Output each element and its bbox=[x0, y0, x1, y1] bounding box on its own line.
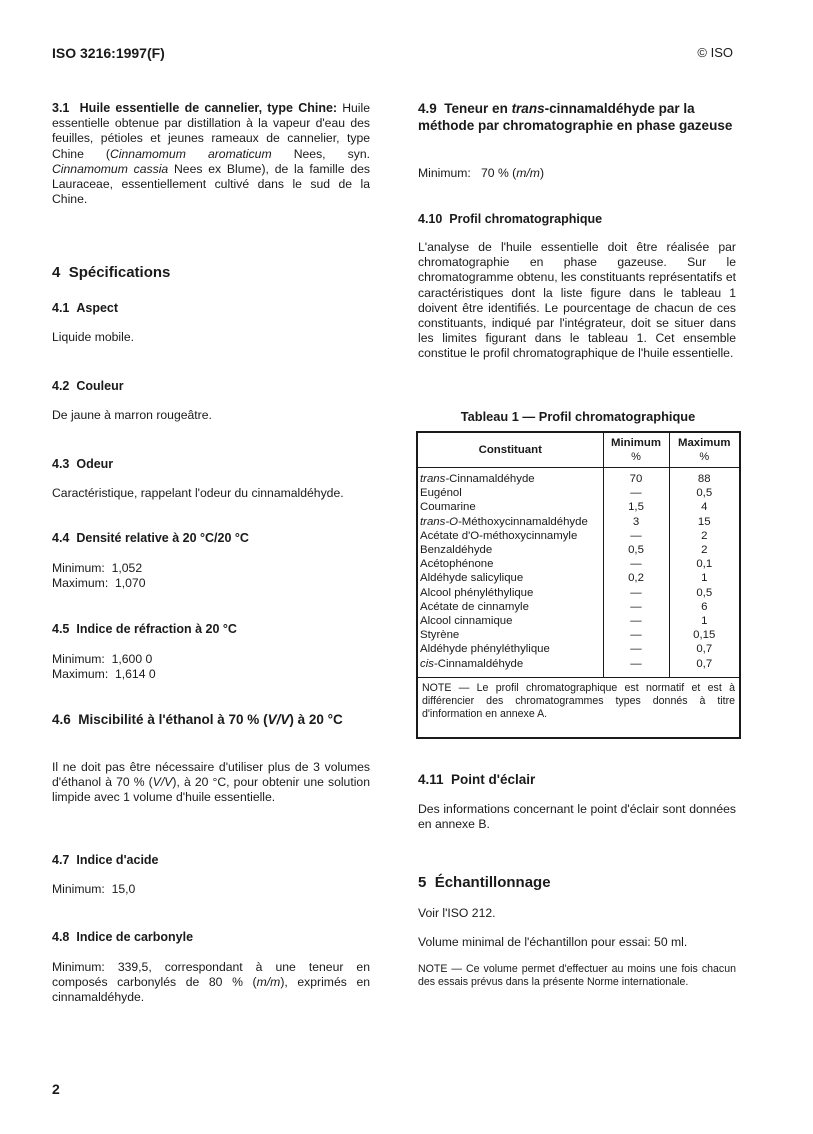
section-4-7-values: Minimum: 15,0 bbox=[52, 882, 136, 896]
section-5-text-2: Volume minimal de l'échantillon pour essai: 50 ml. bbox=[418, 935, 688, 949]
section-4-5-heading: 4.5 Indice de réfraction à 20 °C bbox=[52, 622, 237, 636]
table-row: trans-Cinnamaldéhyde 70 88 bbox=[418, 472, 739, 486]
min-value: 1,600 0 bbox=[111, 652, 153, 666]
table-row: Benzaldéhyde 0,5 2 bbox=[418, 543, 739, 557]
latin-name: Cinnamomum aromaticum bbox=[110, 146, 272, 161]
header-minimum: Minimum % bbox=[603, 433, 669, 467]
section-4-2-text: De jaune à marron rougeâtre. bbox=[52, 408, 212, 422]
section-4-6-text: Il ne doit pas être nécessaire d'utiliser plus de 3 volumes d'éthanol à 70 % (V/V), à 20 °C, pour obtenir une solution limpide avec 1 volume d'huile essentielle. bbox=[52, 760, 370, 805]
section-4-3-heading: 4.3 Odeur bbox=[52, 457, 114, 471]
table-row: Alcool phényléthylique — 0,5 bbox=[418, 586, 739, 600]
section-4-1-heading: 4.1 Aspect bbox=[52, 301, 119, 315]
profile-table bbox=[418, 433, 739, 677]
section-4-4-heading: 4.4 Densité relative à 20 °C/20 °C bbox=[52, 531, 249, 545]
table-row: Coumarine 1,5 4 bbox=[418, 500, 739, 514]
table-row: Alcool cinnamique — 1 bbox=[418, 614, 739, 628]
min-value: 70 % ( bbox=[481, 166, 517, 180]
section-4-10-text: L'analyse de l'huile essentielle doit être réalisée par chromatographie en phase gazeuse. Sur le chromatogramme obtenu, les constituants représentatifs et caractéristiques dont la liste figure dans le tableau 1 doivent être identifiés. Le pourcentage de chacun de ces constituants, indiqué par l'intégrateur, doit se situer dans les limites figurant dans le tableau 1. Cet ensemble constitue le profil chromatographique de l'huile essentielle. bbox=[418, 240, 736, 361]
section-title: Huile essentielle de cannelier, type Chine: bbox=[79, 101, 338, 115]
section-4-9-values: Minimum: 70 % (m/m) bbox=[418, 166, 544, 180]
section-4-7-heading: 4.7 Indice d'acide bbox=[52, 853, 159, 867]
table-row: cis-Cinnamaldéhyde — 0,7 bbox=[418, 657, 739, 671]
table-row: Aldéhyde salicylique 0,2 1 bbox=[418, 571, 739, 585]
table-frame bbox=[416, 431, 741, 739]
header-copyright: © ISO bbox=[697, 45, 733, 60]
section-4-11-heading: 4.11 Point d'éclair bbox=[418, 772, 536, 787]
section-4-1-text: Liquide mobile. bbox=[52, 330, 134, 344]
table-row: Acétate d'O-méthoxycinnamyle — 2 bbox=[418, 529, 739, 543]
section-5-heading: 5 Échantillonnage bbox=[418, 874, 551, 891]
section-3-1: 3.1 Huile essentielle de cannelier, type Chine: Huile essentielle obtenue par distillation à la vapeur d'eau des feuilles, pétioles et jeunes rameaux de cannelier, type Chine (Cinnamomum aromaticum Nees, syn. Cinnamomum cassia Nees ex Blume), de la famille des Lauraceae, essentiellement cultivé dans le sud de la Chine. bbox=[52, 101, 371, 207]
section-4-4-values: Minimum: 1,052 Maximum: 1,070 bbox=[52, 561, 146, 591]
min-value: 15,0 bbox=[111, 882, 136, 896]
min-value: 1,052 bbox=[111, 561, 143, 575]
table-row: Styrène — 0,15 bbox=[418, 628, 739, 642]
section-5-text-1: Voir l'ISO 212. bbox=[418, 906, 496, 920]
max-value: 1,614 0 bbox=[114, 667, 156, 682]
section-4-5-values: Minimum: 1,600 0 Maximum: 1,614 0 bbox=[52, 652, 156, 682]
table-row: Aldéhyde phényléthylique — 0,7 bbox=[418, 642, 739, 656]
table-note: NOTE — Le profil chromatographique est normatif et est à différencier des chromatogrammes types donnés à titre d'information en annexe A. bbox=[418, 677, 739, 722]
section-5-note: NOTE — Ce volume permet d'effectuer au moins une fois chacun des essais prévus dans la présente Norme internationale. bbox=[418, 963, 736, 989]
section-4-10-heading: 4.10 Profil chromatographique bbox=[418, 212, 603, 226]
header-maximum: Maximum % bbox=[669, 433, 739, 467]
latin-name: Cinnamomum cassia bbox=[52, 161, 169, 176]
section-4-heading: 4 Spécifications bbox=[52, 264, 171, 281]
section-number: 3.1 bbox=[52, 101, 70, 115]
section-4-3-text: Caractéristique, rappelant l'odeur du cinnamaldéhyde. bbox=[52, 486, 344, 500]
section-4-6-heading: 4.6 Miscibilité à l'éthanol à 70 % (V/V) à 20 °C bbox=[52, 712, 343, 727]
table-row: Eugénol — 0,5 bbox=[418, 486, 739, 500]
section-4-11-text: Des informations concernant le point d'éclair sont données en annexe B. bbox=[418, 802, 736, 832]
header-constituent: Constituant bbox=[418, 433, 603, 467]
section-4-2-heading: 4.2 Couleur bbox=[52, 379, 124, 393]
header-standard-id: ISO 3216:1997(F) bbox=[52, 45, 165, 61]
section-text: Huile essentielle obtenue par distillation à la vapeur d'eau des feuilles, pétioles et jeunes rameaux de cannelier, type Chine ( bbox=[52, 101, 370, 161]
section-4-8-text: Minimum: 339,5, correspondant à une teneur en composés carbonylés de 80 % (m/m), exprimés en cinnamaldéhyde. bbox=[52, 960, 370, 1005]
max-value: 1,070 bbox=[114, 576, 146, 591]
table-title: Tableau 1 — Profil chromatographique bbox=[460, 409, 696, 424]
page-number: 2 bbox=[52, 1081, 60, 1097]
section-4-8-heading: 4.8 Indice de carbonyle bbox=[52, 930, 194, 944]
table-row: Acétophénone — 0,1 bbox=[418, 557, 739, 571]
table-row: trans-O-Méthoxycinnamaldéhyde 3 15 bbox=[418, 515, 739, 529]
table-row: Acétate de cinnamyle — 6 bbox=[418, 600, 739, 614]
section-4-9-heading: 4.9 Teneur en trans-cinnamaldéhyde par la méthode par chromatographie en phase gazeuse bbox=[418, 101, 733, 133]
